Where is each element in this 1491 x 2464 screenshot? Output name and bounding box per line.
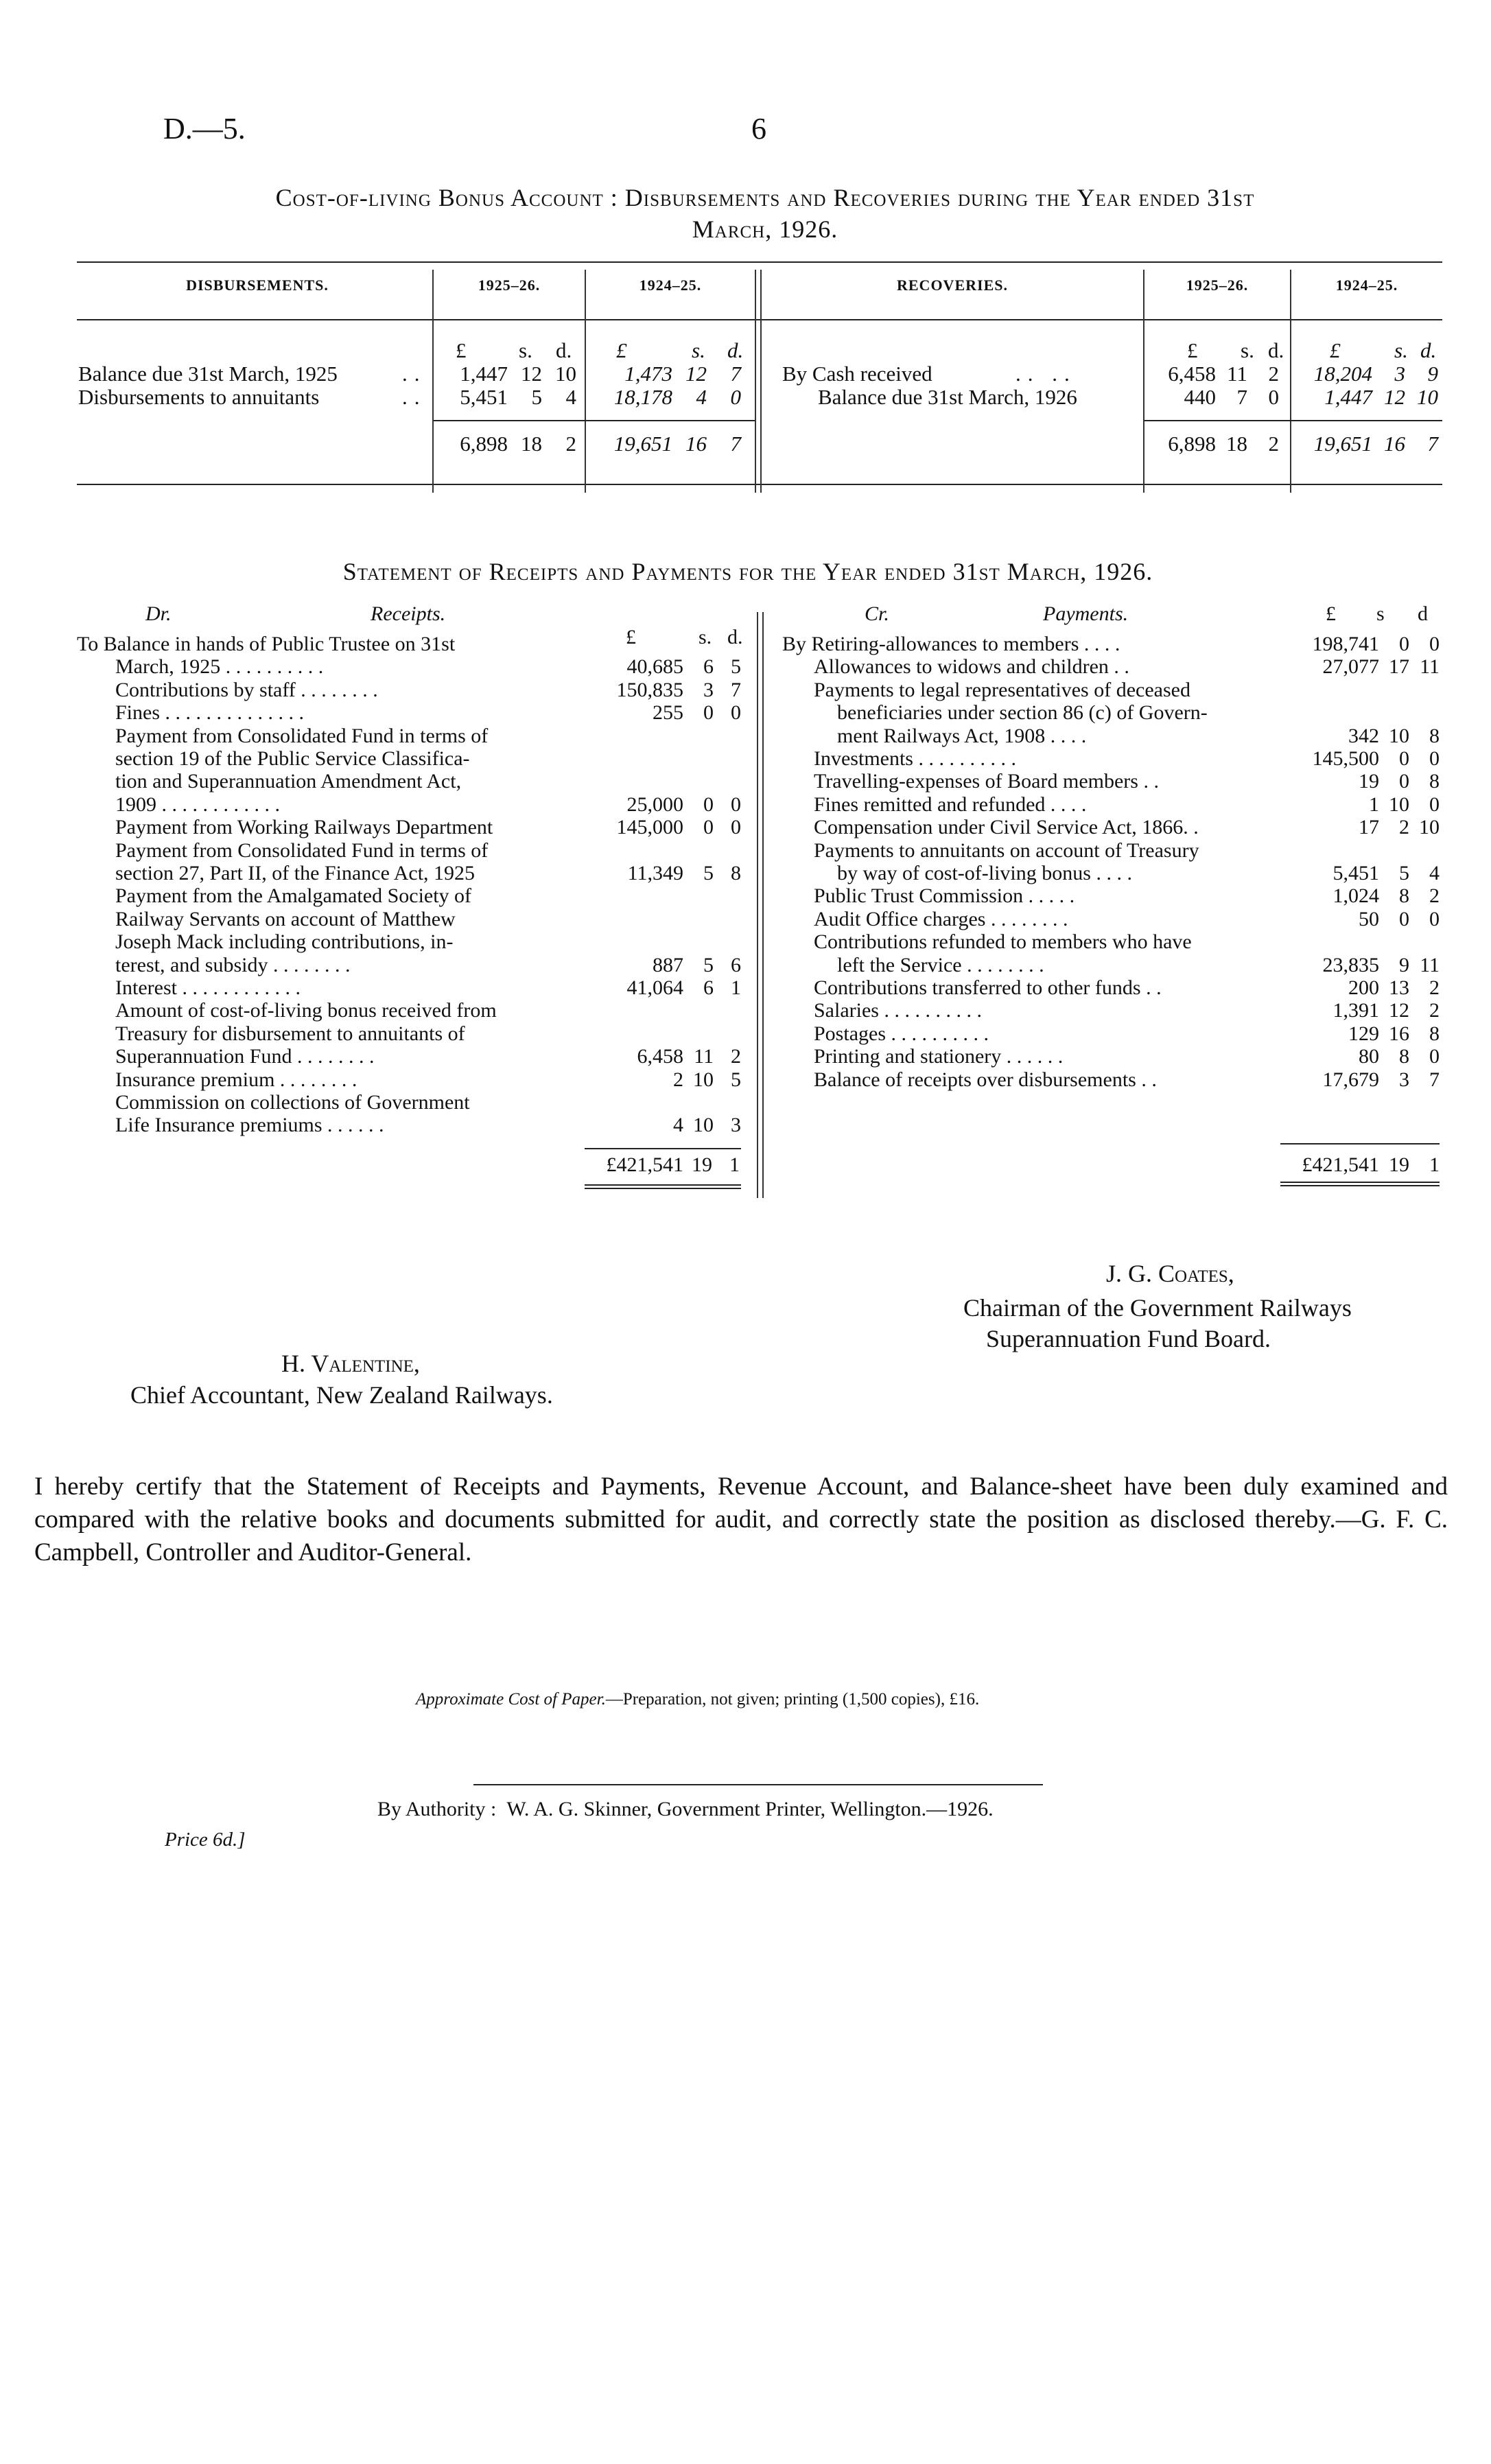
line-text: Audit Office charges . . . . . . . .	[814, 907, 1068, 930]
total-pence: 7	[730, 432, 741, 456]
table-top-rule	[77, 261, 1442, 263]
total-shillings: 18	[1226, 432, 1247, 456]
coates-signature-name: J. G. Coates,	[1106, 1260, 1234, 1287]
column-divider	[432, 270, 434, 493]
amount-pounds: 80	[1359, 1045, 1379, 1068]
amount-shillings: 7	[1236, 385, 1247, 409]
payments-heading: Payments.	[1043, 602, 1129, 625]
amount-pence: 0	[1429, 633, 1440, 655]
amount-pounds: 41,064	[626, 976, 683, 999]
amount-pounds: 342	[1348, 724, 1379, 747]
column-divider	[1143, 270, 1144, 493]
amount-shillings: 13	[1389, 976, 1409, 999]
unit-pence: d.	[556, 338, 572, 362]
line-text: To Balance in hands of Public Trustee on 31st	[77, 633, 456, 655]
statement-title: Statement of Receipts and Payments for the Year ended 31st March, 1926.	[342, 558, 1153, 585]
total-rule	[1280, 1143, 1440, 1145]
column-divider	[760, 270, 762, 493]
amount-pounds: 1,473	[624, 362, 672, 386]
amount-pence: 0	[731, 793, 741, 816]
total-pence: 2	[1268, 432, 1279, 456]
total-shillings: 16	[1384, 432, 1405, 456]
row-label: Disbursements to annuitants	[78, 385, 320, 409]
amount-shillings: 3	[703, 678, 714, 701]
line-text: Payments to legal representatives of deceased	[814, 678, 1190, 701]
amount-pence: 0	[730, 385, 741, 409]
amount-pence: 0	[1268, 385, 1279, 409]
line-text: Payment from Working Railways Department	[115, 816, 493, 839]
audit-certificate: I hereby certify that the Statement of Receipts and Payments, Revenue Account, and Balance-sheet have been duly examined and compared with the relative books and documents submitted for audit, and correctly state the position as disclosed thereby.—G. F. C. Campbell, Controller and Auditor-General.	[34, 1472, 1448, 1567]
amount-shillings: 0	[1399, 633, 1409, 655]
amount-pounds: 200	[1348, 976, 1379, 999]
line-text: Treasury for disbursement to annuitants of	[115, 1022, 465, 1045]
amount-pence: 2	[1429, 999, 1440, 1022]
unit-pounds: £	[456, 338, 467, 362]
unit-pounds: £	[1326, 602, 1336, 625]
recoveries-header: RECOVERIES.	[897, 277, 1008, 294]
amount-pounds: 1,024	[1332, 884, 1379, 908]
receipts-total-pounds: £421,541	[606, 1153, 683, 1176]
amount-pence: 4	[565, 385, 576, 409]
valentine-title: Chief Accountant, New Zealand Railways.	[130, 1381, 553, 1409]
unit-shillings: s.	[692, 338, 705, 362]
amount-shillings: 5	[1399, 862, 1409, 884]
unit-shillings: s.	[519, 338, 532, 362]
amount-pence: 7	[731, 678, 741, 701]
amount-pounds: 1	[1369, 793, 1379, 816]
double-rule	[585, 1188, 741, 1189]
row-label: Balance due 31st March, 1925	[78, 362, 338, 386]
amount-pounds: 23,835	[1322, 953, 1379, 976]
amount-pounds: 255	[653, 701, 683, 725]
total-shillings: 16	[685, 432, 707, 456]
page-number: 6	[751, 112, 766, 145]
amount-pounds: 40,685	[626, 655, 683, 679]
amount-pounds: 5,451	[1332, 862, 1379, 884]
line-text: Life Insurance premiums . . . . . .	[115, 1114, 384, 1137]
leader-dots: ..	[402, 385, 427, 409]
year-1924-25-header: 1924–25.	[639, 277, 702, 294]
amount-pounds: 19	[1359, 770, 1379, 793]
total-shillings: 18	[521, 432, 542, 456]
total-pounds: 6,898	[1168, 432, 1216, 456]
coates-title-line-1: Chairman of the Government Railways	[963, 1294, 1352, 1322]
amount-pence: 0	[731, 816, 741, 839]
amount-pence: 11	[1420, 655, 1440, 679]
amount-pounds: 6,458	[1168, 362, 1216, 386]
line-text: Investments . . . . . . . . . .	[814, 747, 1016, 770]
line-text: Compensation under Civil Service Act, 1866. .	[814, 816, 1199, 839]
amount-shillings: 12	[1384, 385, 1405, 409]
line-text: Salaries . . . . . . . . . .	[814, 999, 982, 1022]
amount-pence: 0	[1429, 793, 1440, 816]
line-text: Superannuation Fund . . . . . . . .	[115, 1045, 375, 1068]
line-text: Payment from Consolidated Fund in terms of	[115, 724, 489, 747]
line-text: Commission on collections of Government	[115, 1091, 470, 1114]
double-rule	[1280, 1182, 1440, 1183]
amount-shillings: 8	[1399, 884, 1409, 908]
payments-total-shillings: 19	[1389, 1153, 1409, 1176]
authority-label: By Authority :	[377, 1798, 497, 1820]
unit-shillings: s	[1376, 602, 1385, 625]
amount-shillings: 16	[1389, 1022, 1409, 1045]
amount-shillings: 0	[703, 816, 714, 839]
unit-pounds: £	[1330, 338, 1341, 362]
line-text: tion and Superannuation Amendment Act,	[115, 770, 462, 793]
printing-authority	[377, 1798, 994, 1821]
amount-pence: 0	[731, 701, 741, 725]
unit-pence: d.	[1420, 338, 1437, 362]
disbursements-header: DISBURSEMENTS.	[186, 277, 329, 294]
unit-shillings: s.	[1241, 338, 1254, 362]
line-text: 1909 . . . . . . . . . . . .	[115, 793, 280, 816]
amount-shillings: 6	[703, 655, 714, 679]
line-text: Payments to annuitants on account of Treasury	[814, 838, 1199, 862]
amount-pence: 9	[1427, 362, 1438, 386]
bonus-title-line-2: March, 1926.	[692, 215, 838, 243]
line-text: Travelling-expenses of Board members . .	[814, 770, 1159, 793]
amount-pence: 4	[1429, 862, 1440, 884]
amount-shillings: 11	[1227, 362, 1247, 386]
amount-pounds: 17,679	[1322, 1068, 1379, 1091]
unit-pence: d	[1418, 602, 1428, 625]
amount-pounds: 50	[1359, 907, 1379, 930]
row-label: Balance due 31st March, 1926	[818, 385, 1077, 409]
price: Price 6d.]	[165, 1829, 246, 1851]
amount-pounds: 17	[1359, 816, 1379, 839]
double-rule	[1280, 1185, 1440, 1186]
amount-shillings: 5	[703, 862, 714, 884]
amount-shillings: 3	[1394, 362, 1405, 386]
line-text: terest, and subsidy . . . . . . . .	[115, 953, 351, 976]
amount-pounds: 150,835	[616, 678, 683, 701]
authority-text: W. A. G. Skinner, Government Printer, Wellington.—1926.	[506, 1798, 994, 1820]
amount-pounds: 887	[653, 953, 683, 976]
cost-of-paper-note	[416, 1690, 979, 1709]
amount-pence: 2	[1429, 976, 1440, 999]
amount-shillings: 0	[1399, 747, 1409, 770]
line-text: ment Railways Act, 1908 . . . .	[837, 724, 1087, 747]
coates-title-line-2: Superannuation Fund Board.	[986, 1325, 1271, 1352]
total-pounds: 19,651	[613, 432, 672, 456]
amount-pounds: 4	[673, 1114, 683, 1137]
unit-pounds: £	[1187, 338, 1198, 362]
amount-pounds: 18,204	[1313, 362, 1372, 386]
cost-label: Approximate Cost of Paper.	[416, 1690, 606, 1709]
amount-pence: 7	[730, 362, 741, 386]
line-text: Fines remitted and refunded . . . .	[814, 793, 1087, 816]
amount-shillings: 11	[694, 1045, 714, 1068]
payments-total-pounds: £421,541	[1302, 1153, 1379, 1176]
amount-shillings: 5	[703, 953, 714, 976]
amount-shillings: 10	[693, 1114, 714, 1137]
amount-pence: 3	[731, 1114, 741, 1137]
line-text: Contributions by staff . . . . . . . .	[115, 678, 378, 701]
row-label: By Cash received	[782, 362, 932, 386]
amount-shillings: 17	[1389, 655, 1409, 679]
amount-shillings: 12	[521, 362, 542, 386]
year-1925-26-header: 1925–26.	[478, 277, 541, 294]
total-pence: 7	[1427, 432, 1438, 456]
amount-pence: 5	[731, 1068, 741, 1091]
amount-pence: 0	[1429, 1045, 1440, 1068]
line-text: Balance of receipts over disbursements . .	[814, 1068, 1157, 1091]
amount-pounds: 27,077	[1322, 655, 1379, 679]
total-rule	[434, 420, 755, 421]
amount-pence: 2	[1429, 884, 1440, 908]
line-text: section 19 of the Public Service Classifica-	[115, 747, 470, 770]
amount-pounds: 198,741	[1312, 633, 1379, 655]
amount-pence: 0	[1429, 747, 1440, 770]
amount-shillings: 0	[1399, 770, 1409, 793]
cr-label: Cr.	[865, 602, 889, 625]
line-text: section 27, Part II, of the Finance Act, 1925	[115, 862, 476, 884]
amount-pence: 8	[731, 862, 741, 884]
total-rule	[1144, 420, 1442, 421]
amount-shillings: 4	[696, 385, 707, 409]
valentine-signature-name: H. Valentine,	[281, 1350, 420, 1377]
column-divider	[755, 270, 756, 493]
receipts-total-pence: 1	[729, 1153, 740, 1176]
amount-shillings: 9	[1399, 953, 1409, 976]
column-divider	[585, 270, 586, 493]
amount-pounds: 1,447	[1324, 385, 1372, 409]
line-text: Fines . . . . . . . . . . . . . .	[115, 701, 305, 725]
amount-pounds: 145,500	[1312, 747, 1379, 770]
amount-pence: 2	[731, 1045, 741, 1068]
amount-shillings: 0	[703, 793, 714, 816]
amount-shillings: 8	[1399, 1045, 1409, 1068]
line-text: left the Service . . . . . . . .	[837, 953, 1044, 976]
payments-total-pence: 1	[1429, 1153, 1440, 1176]
bonus-account-title	[158, 182, 1372, 245]
amount-pence: 2	[1268, 362, 1279, 386]
amount-pence: 8	[1429, 770, 1440, 793]
line-text: Postages . . . . . . . . . .	[814, 1022, 989, 1045]
footer-rule	[473, 1784, 1043, 1785]
amount-pence: 7	[1429, 1068, 1440, 1091]
line-text: Payment from Consolidated Fund in terms of	[115, 838, 489, 862]
total-pounds: 19,651	[1313, 432, 1372, 456]
line-text: Allowances to widows and children . .	[814, 655, 1129, 679]
amount-pence: 8	[1429, 724, 1440, 747]
amount-pence: 6	[731, 953, 741, 976]
amount-pounds: 2	[673, 1068, 683, 1091]
amount-shillings: 10	[1389, 724, 1409, 747]
amount-pounds: 18,178	[613, 385, 672, 409]
amount-shillings: 0	[1399, 907, 1409, 930]
amount-shillings: 6	[703, 976, 714, 999]
double-rule	[585, 1184, 741, 1186]
total-pence: 2	[565, 432, 576, 456]
amount-pounds: 1,447	[460, 362, 508, 386]
line-text: Contributions transferred to other funds . .	[814, 976, 1162, 999]
leader-dots: .. ..	[1015, 362, 1077, 386]
table-bottom-rule	[77, 484, 1442, 485]
line-text: By Retiring-allowances to members . . . .	[782, 633, 1120, 655]
amount-pounds: 440	[1184, 385, 1216, 409]
cost-text: —Preparation, not given; printing (1,500 copies), £16.	[605, 1690, 980, 1709]
receipts-total-shillings: 19	[692, 1153, 712, 1176]
line-text: Payment from the Amalgamated Society of	[115, 884, 472, 908]
amount-pounds: 145,000	[616, 816, 683, 839]
amount-pounds: 5,451	[460, 385, 508, 409]
amount-pence: 8	[1429, 1022, 1440, 1045]
leader-dots: ..	[402, 362, 427, 386]
line-text: Amount of cost-of-living bonus received from	[115, 999, 497, 1022]
amount-pence: 0	[1429, 907, 1440, 930]
year-1925-26-header: 1925–26.	[1186, 277, 1249, 294]
document-reference: D.—5.	[163, 112, 246, 145]
amount-shillings: 5	[531, 385, 542, 409]
dr-label: Dr.	[145, 602, 172, 625]
amount-pence: 10	[1419, 816, 1440, 839]
column-divider	[762, 612, 764, 1198]
line-text: beneficiaries under section 86 (c) of Govern-	[837, 701, 1208, 725]
amount-shillings: 0	[703, 701, 714, 725]
unit-pence: d.	[1268, 338, 1284, 362]
amount-pence: 10	[1417, 385, 1438, 409]
unit-pounds: £	[616, 338, 627, 362]
amount-pence: 1	[731, 976, 741, 999]
amount-shillings: 12	[1389, 999, 1409, 1022]
column-divider	[757, 612, 758, 1198]
unit-shillings: s.	[698, 626, 712, 648]
bonus-title-line-1: Cost-of-living Bonus Account : Disbursements and Recoveries during the Year ended 31st	[275, 184, 1255, 211]
amount-shillings: 2	[1399, 816, 1409, 839]
receipts-heading: Receipts.	[371, 602, 446, 625]
table-header-rule	[77, 319, 1442, 320]
line-text: Public Trust Commission . . . . .	[814, 884, 1075, 908]
line-text: Contributions refunded to members who have	[814, 930, 1192, 954]
amount-shillings: 10	[693, 1068, 714, 1091]
unit-pounds: £	[626, 626, 636, 648]
line-text: Joseph Mack including contributions, in-	[115, 930, 454, 954]
amount-shillings: 10	[1389, 793, 1409, 816]
amount-pounds: 6,458	[637, 1045, 683, 1068]
line-text: Railway Servants on account of Matthew	[115, 907, 456, 930]
total-pounds: 6,898	[460, 432, 508, 456]
amount-shillings: 12	[685, 362, 707, 386]
line-text: Insurance premium . . . . . . . .	[115, 1068, 357, 1091]
line-text: March, 1925 . . . . . . . . . .	[115, 655, 324, 679]
amount-pounds: 11,349	[627, 862, 683, 884]
unit-shillings: s.	[1394, 338, 1408, 362]
amount-shillings: 3	[1399, 1068, 1409, 1091]
amount-pence: 10	[555, 362, 576, 386]
unit-pence: d.	[727, 626, 743, 648]
amount-pounds: 25,000	[626, 793, 683, 816]
total-rule	[585, 1148, 741, 1149]
line-text: by way of cost-of-living bonus . . . .	[837, 862, 1132, 884]
unit-pence: d.	[727, 338, 744, 362]
amount-pence: 11	[1420, 953, 1440, 976]
amount-pounds: 1,391	[1332, 999, 1379, 1022]
amount-pence: 5	[731, 655, 741, 679]
line-text: Printing and stationery . . . . . .	[814, 1045, 1064, 1068]
line-text: Interest . . . . . . . . . . . .	[115, 976, 301, 999]
year-1924-25-header: 1924–25.	[1335, 277, 1398, 294]
amount-pounds: 129	[1348, 1022, 1379, 1045]
